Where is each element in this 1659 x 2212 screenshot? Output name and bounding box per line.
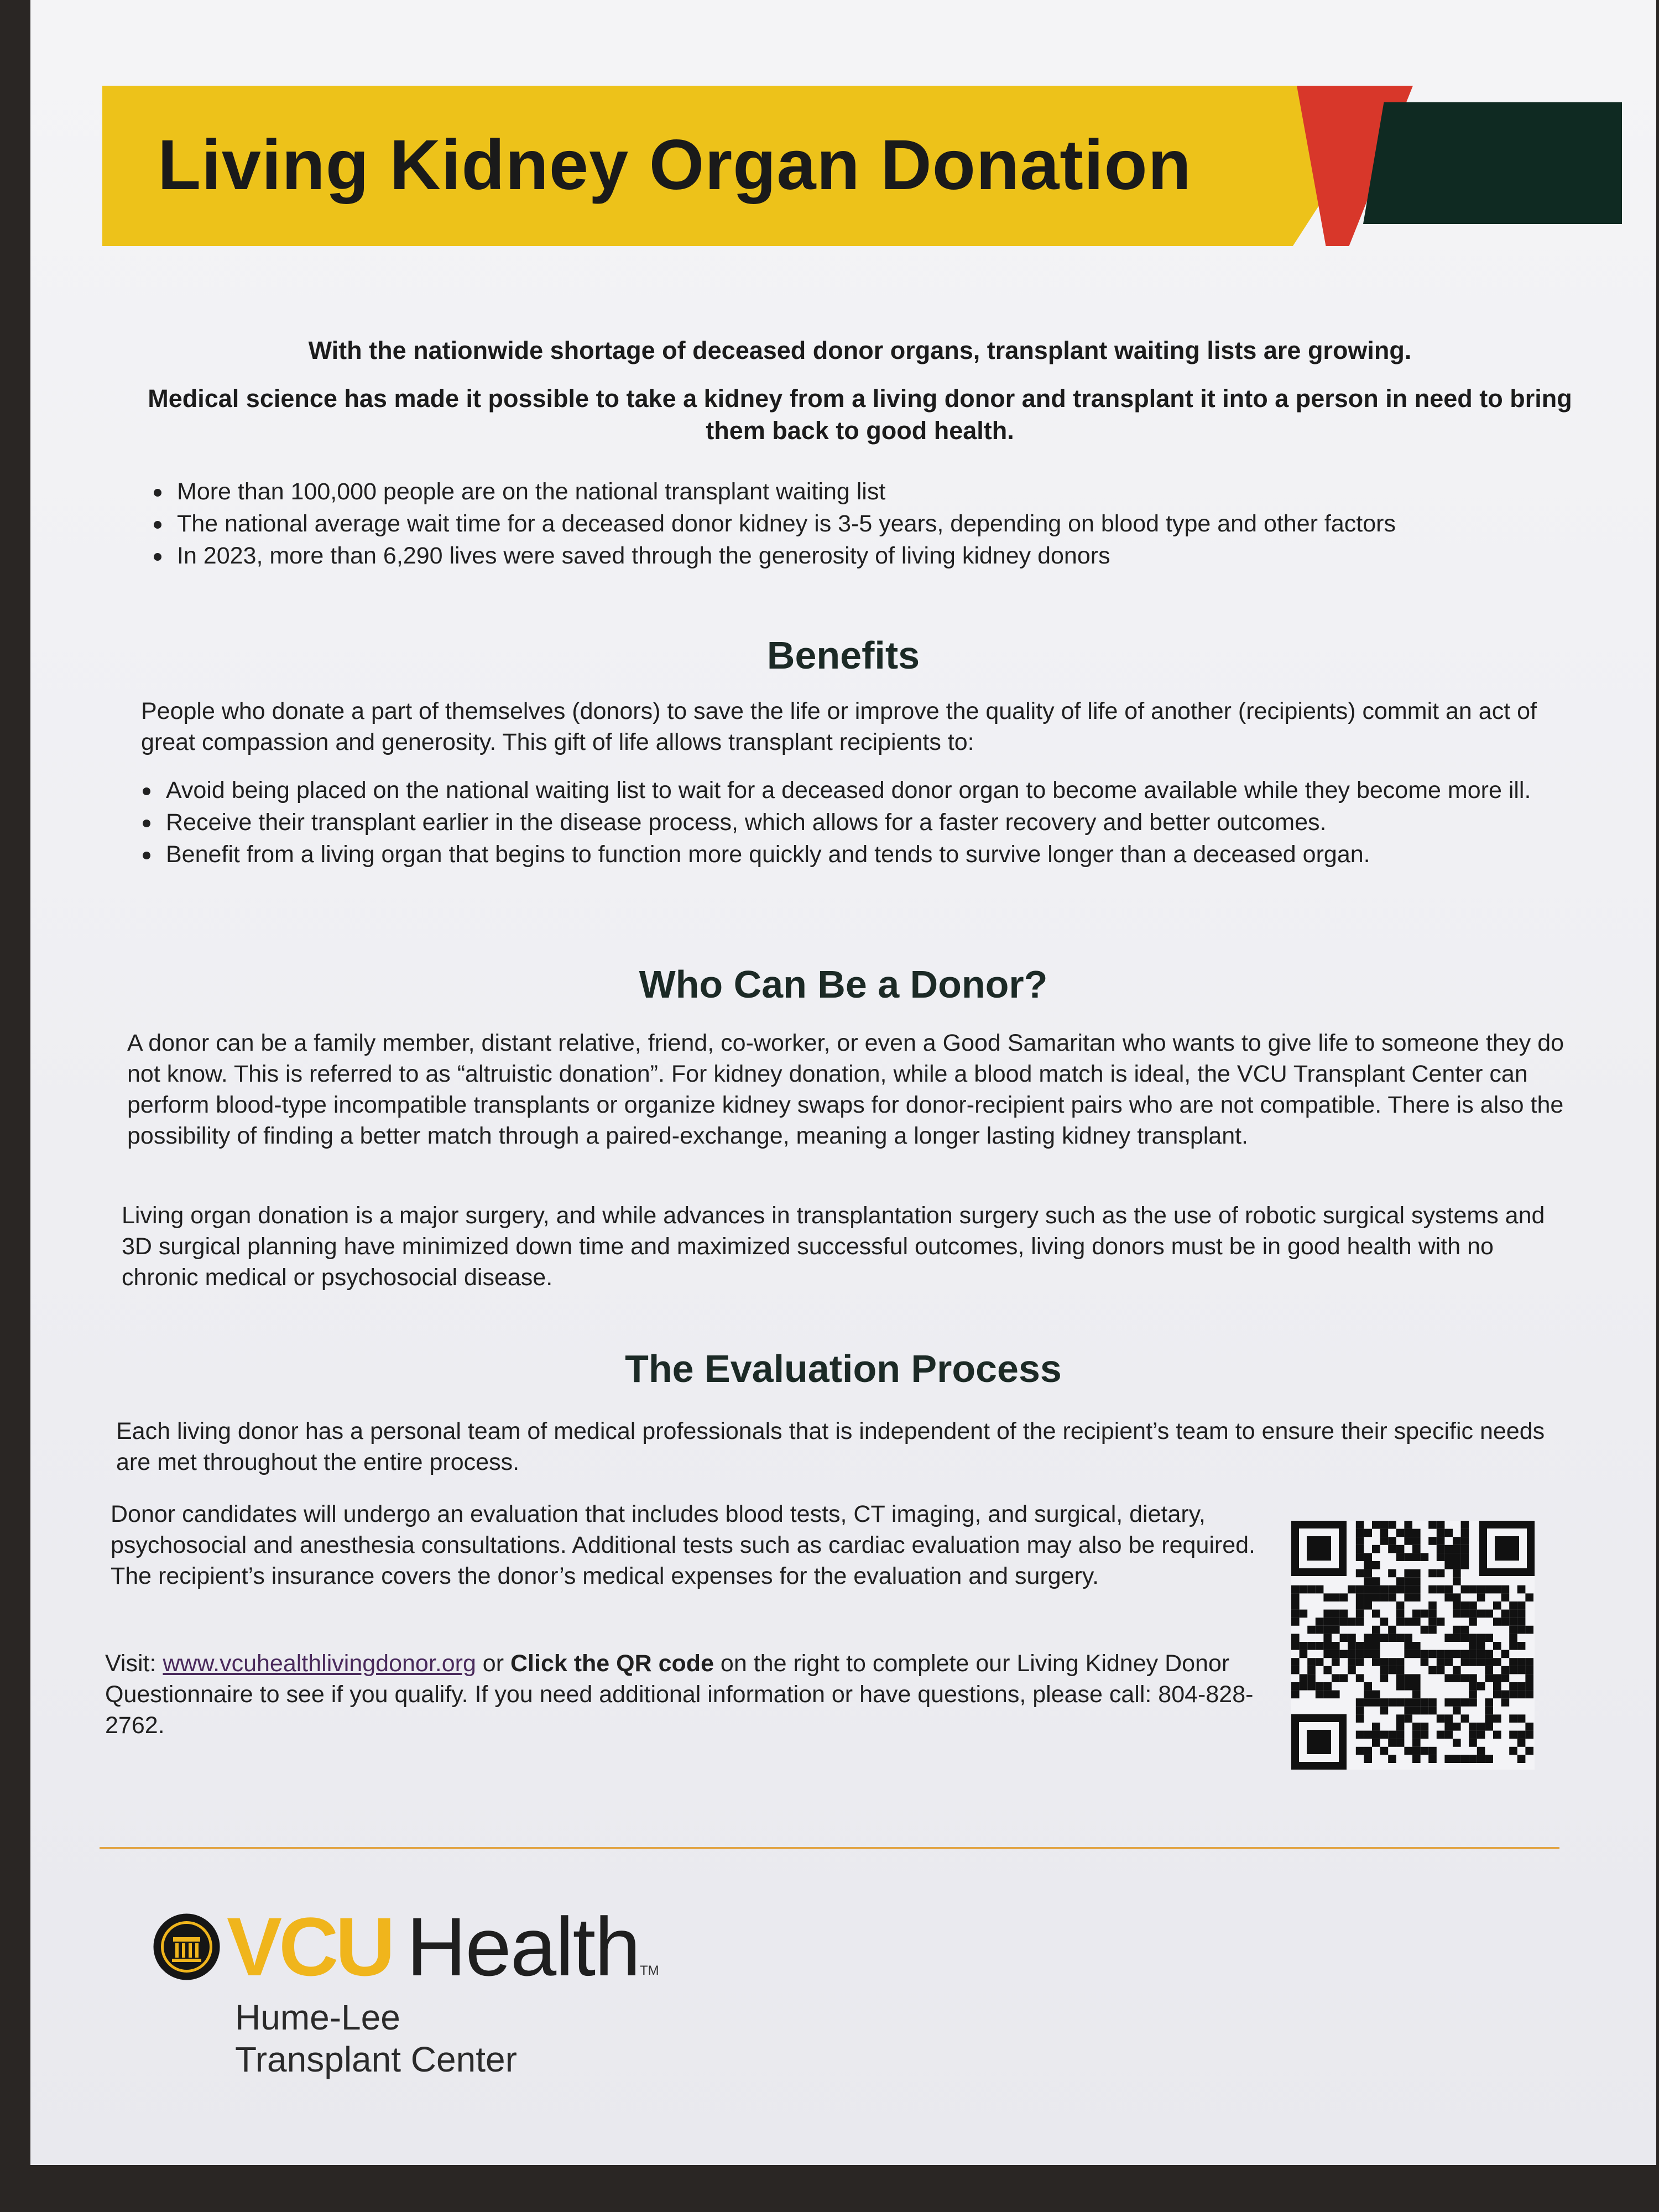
qr-call-to-action: Click the QR code	[510, 1650, 714, 1677]
benefits-bullets	[138, 775, 1576, 872]
center-name-line-1: Hume-Lee	[235, 1997, 400, 2037]
donor-heading: Who Can Be a Donor?	[639, 963, 1048, 1006]
banner-green-block	[1363, 102, 1622, 224]
donor-paragraph-2: Living organ donation is a major surgery, and while advances in transplantation surgery such as the use of robotic surgical systems and 3D surgical planning have minimized down time and maximized successful outcomes, living donors must be in good health with no chronic medical or psychosocial disease.	[122, 1202, 1545, 1291]
flyer-page	[30, 0, 1656, 2165]
benefits-paragraph: People who donate a part of themselves (donors) to save the life or improve the quality of life of another (recipients) commit an act of great compassion and generosity. This gift of life allows transplant recipients to:	[141, 698, 1537, 755]
website-link[interactable]: www.vcuhealthlivingdonor.org	[163, 1650, 476, 1677]
list-item: Receive their transplant earlier in the disease process, which allows for a faster recovery and better outcomes.	[138, 807, 1576, 837]
vcu-seal-icon	[152, 1912, 221, 1981]
donor-paragraph-1: A donor can be a family member, distant relative, friend, co-worker, or even a Good Samaritan who wants to give life to someone they do not know. This is referred to as “altruistic donation”. For kidney donation, while a blood match is ideal, the VCU Transplant Center can perform blood-type incompatible transplants or organize kidney swaps for donor-recipient pairs who are not compatible. There is also the possibility of finding a better match through a paired-exchange, meaning a longer lasting kidney transplant.	[127, 1030, 1564, 1149]
transplant-center-name	[235, 1996, 517, 2080]
list-item: Benefit from a living organ that begins to function more quickly and tends to survive longer than a deceased organ.	[138, 839, 1576, 869]
intro-bullets	[149, 477, 1576, 573]
logo-health: Health	[406, 1900, 640, 1993]
visit-suffix: on the right to complete our Living Kidney Donor Questionnaire to see if you qualify. If you need additional information or have questions, please call: 804-828-2762.	[105, 1650, 1254, 1739]
center-name-line-2: Transplant Center	[235, 2039, 517, 2079]
qr-code-icon[interactable]	[1291, 1521, 1535, 1770]
footer-divider	[100, 1847, 1559, 1849]
visit-or: or	[476, 1650, 510, 1677]
evaluation-heading: The Evaluation Process	[625, 1347, 1062, 1390]
logo-vcu: VCU	[227, 1900, 392, 1993]
logo-trademark: TM	[640, 1963, 659, 1978]
intro-headline: With the nationwide shortage of deceased donor organs, transplant waiting lists are growing.	[308, 336, 1412, 364]
benefits-heading: Benefits	[766, 634, 920, 677]
evaluation-paragraph-1: Each living donor has a personal team of medical professionals that is independent of the recipient’s team to ensure their specific needs are met throughout the entire process.	[116, 1418, 1545, 1475]
list-item: Avoid being placed on the national waiting list to wait for a deceased donor organ to become available while they become more ill.	[138, 775, 1576, 805]
intro-subheadline: Medical science has made it possible to take a kidney from a living donor and transplant it into a person in need to bring them back to good health.	[148, 384, 1572, 445]
header-banner	[102, 86, 1554, 246]
visit-prefix: Visit:	[105, 1650, 163, 1677]
vcu-health-logo	[152, 1900, 659, 1993]
list-item: In 2023, more than 6,290 lives were saved through the generosity of living kidney donors	[149, 541, 1576, 571]
list-item: More than 100,000 people are on the national transplant waiting list	[149, 477, 1576, 507]
list-item: The national average wait time for a deceased donor kidney is 3-5 years, depending on blood type and other factors	[149, 509, 1576, 539]
evaluation-paragraph-2: Donor candidates will undergo an evaluation that includes blood tests, CT imaging, and surgical, dietary, psychosocial and anesthesia consultations. Additional tests such as cardiac evaluation may also be required. The recipient’s insurance covers the donor’s medical expenses for the evaluation and surgery.	[111, 1501, 1256, 1589]
page-title: Living Kidney Organ Donation	[158, 126, 1192, 205]
visit-paragraph	[105, 1648, 1266, 1741]
